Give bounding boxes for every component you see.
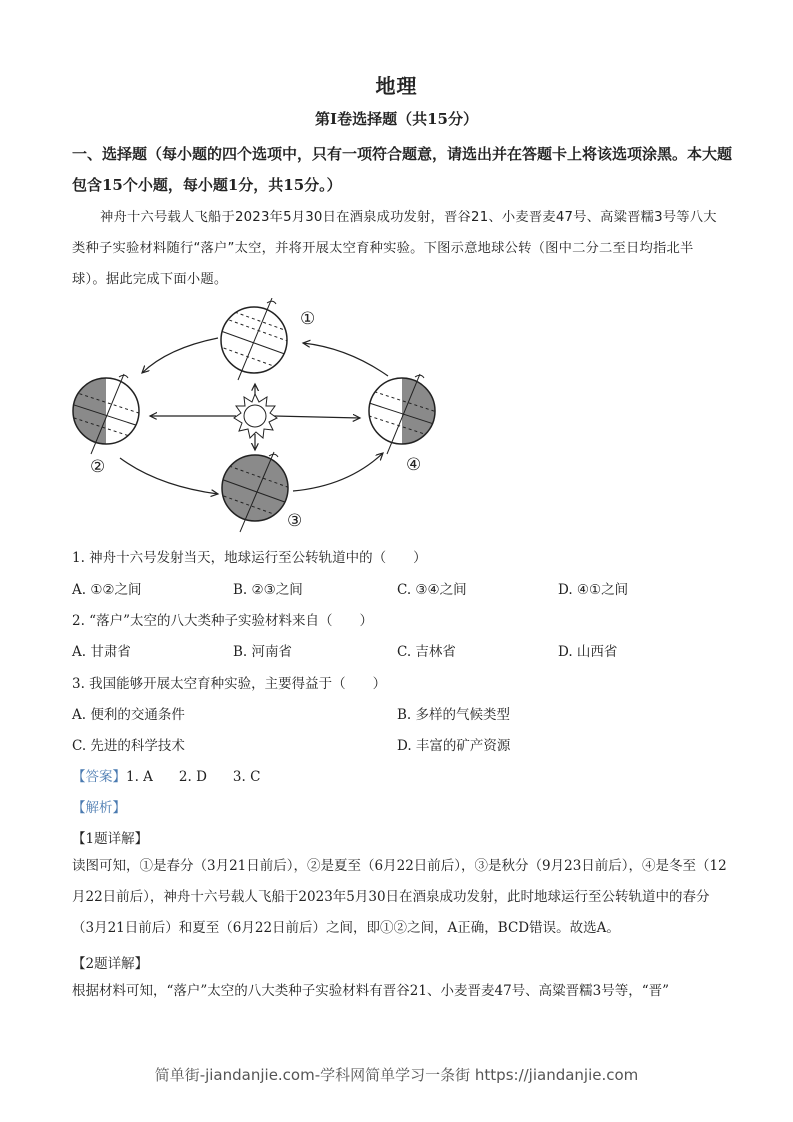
globe-2-summer-solstice: [68, 368, 148, 477]
q1-detail-heading: 【1题详解】: [72, 831, 149, 847]
footer-watermark: 简单街-jiandanjie.com-学科网简单学习一条街 https://jiandanjie.com: [154, 1066, 639, 1084]
q2-detail-text: 根据材料可知，“落户”太空的八大类种子实验材料有晋谷21、小麦晋麦47号、高粱晋糯3号等，“晋”: [72, 983, 670, 999]
material-paragraph: 神舟十六号载人飞船于2023年5月30日在酒泉成功发射，晋谷21、小麦晋麦47号、高粱晋糯3号等八大类种子实验材料随行“落户”太空，并将开展太空育种实验。下图示意地球公转（图中二分二至日均指北半球）。据此完成下面小题。: [72, 210, 717, 287]
svg-text:③: ③: [287, 511, 303, 531]
question-3-option-c[interactable]: C. 先进的科学技术: [72, 738, 185, 754]
section-subtitle: 第Ⅰ卷选择题（共15分）: [315, 110, 478, 128]
question-3-option-a[interactable]: A. 便利的交通条件: [72, 707, 185, 723]
globe-3-autumn-equinox: [218, 452, 302, 532]
question-3-option-d[interactable]: D. 丰富的矿产资源: [397, 738, 511, 754]
question-1-option-a[interactable]: A. ①②之间: [72, 582, 142, 598]
svg-text:①: ①: [300, 309, 316, 329]
question-1-option-b[interactable]: B. ②③之间: [233, 582, 303, 598]
question-2-option-d[interactable]: D. 山西省: [558, 644, 618, 660]
section-heading: 一、选择题（每小题的四个选项中，只有一项符合题意，请选出并在答题卡上将该选项涂黑。本大题包含15个小题，每小题1分，共15分。）: [72, 145, 733, 194]
answer-3: 3. C: [232, 769, 261, 785]
question-2-option-c[interactable]: C. 吉林省: [397, 644, 456, 660]
globe-4-winter-solstice: [363, 368, 443, 475]
q2-detail-heading: 【2题详解】: [72, 956, 149, 972]
globe-1-spring-equinox: [218, 298, 315, 380]
answer-line: [72, 765, 260, 785]
question-2-option-b[interactable]: B. 河南省: [233, 644, 293, 660]
question-3-stem: 3. 我国能够开展太空育种实验，主要得益于（ ）: [72, 676, 387, 692]
question-1-stem: 1. 神舟十六号发射当天，地球运行至公转轨道中的（ ）: [72, 550, 427, 566]
svg-text:②: ②: [90, 457, 106, 477]
sun-icon: [234, 394, 277, 438]
question-2-stem: 2. “落户”太空的八大类种子实验材料来自（ ）: [72, 613, 373, 629]
analysis-label: 【解析】: [72, 800, 126, 816]
answer-1: 1. A: [126, 769, 153, 785]
svg-text:④: ④: [406, 455, 422, 475]
question-1-option-c[interactable]: C. ③④之间: [397, 582, 467, 598]
q1-detail-text: 读图可知，①是春分（3月21日前后），②是夏至（6月22日前后），③是秋分（9月23日前后），④是冬至（12月22日前后），神舟十六号载人飞船于2023年5月30日在酒泉成功发射，此时地球运行至公转轨道中的春分（3月21日前后）和夏至（6月22日前后）之间，即①②之间，A正确，BCD错误。故选A。: [72, 858, 727, 936]
answer-2: 2. D: [178, 769, 207, 785]
page-title: 地理: [375, 74, 418, 98]
question-3-option-b[interactable]: B. 多样的气候类型: [397, 707, 511, 723]
earth-revolution-diagram: [68, 298, 448, 538]
question-2-option-a[interactable]: A. 甘肃省: [72, 644, 131, 660]
question-1-option-d[interactable]: D. ④①之间: [558, 582, 629, 598]
answer-label: 【答案】: [72, 769, 126, 785]
